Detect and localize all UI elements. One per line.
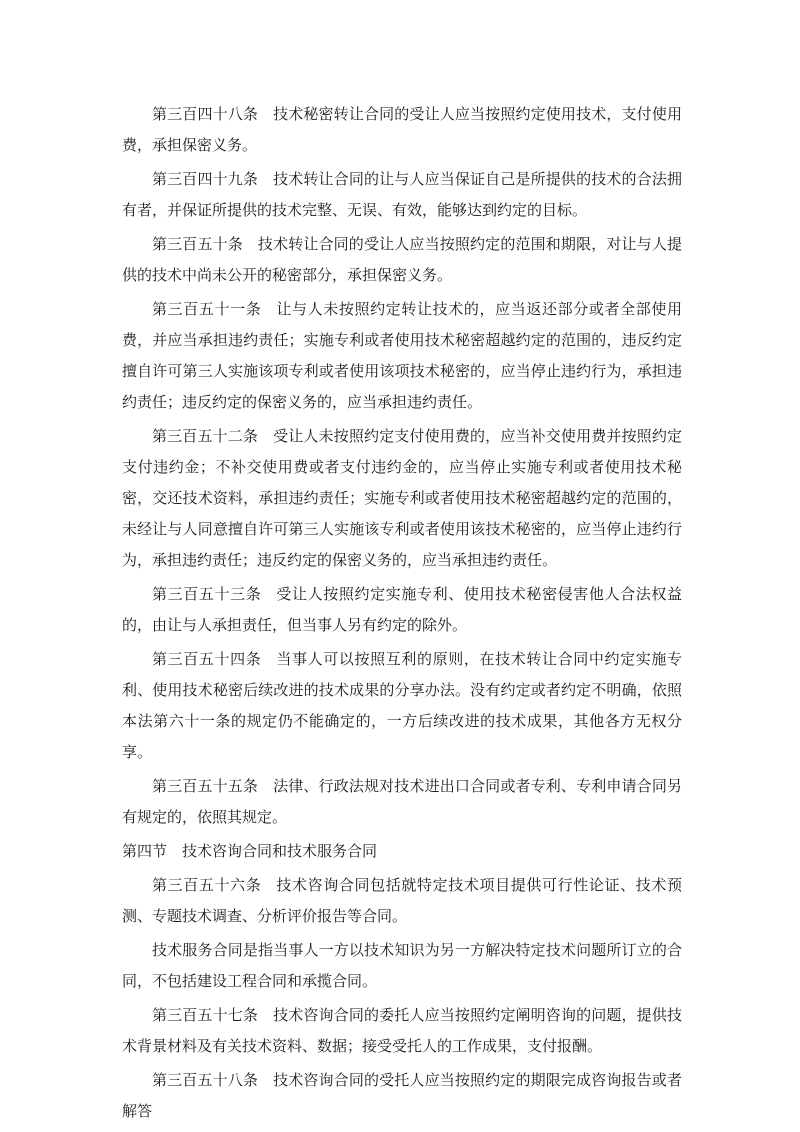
section-heading: [122, 836, 682, 867]
article-number: 第三百四十九条: [152, 170, 259, 188]
article-paragraph: [122, 935, 682, 997]
article-text: 让与人未按照约定转让技术的，应当返还部分或者全部使用费，并应当承担违约责任；实施专利或者使用技术秘密超越约定的范围的，违反约定擅自许可第三人实施该项专利或者使用该项技术秘密的，应当停止违约行为，承担违约责任；违反约定的保密义务的，应当承担违约责任。: [122, 300, 682, 411]
article-number: 第三百四十八条: [152, 105, 259, 123]
article-number: 第三百五十五条: [152, 777, 259, 795]
article-paragraph: [122, 1000, 682, 1062]
article-paragraph: [122, 164, 682, 226]
article-number: 第三百五十七条: [152, 1006, 259, 1024]
document-body: [122, 99, 682, 1130]
article-text: 技术转让合同的受让人应当按照约定的范围和期限，对让与人提供的技术中尚未公开的秘密部分，承担保密义务。: [122, 235, 682, 284]
article-text: 技术转让合同的让与人应当保证自己是所提供的技术的合法拥有者，并保证所提供的技术完整、无误、有效，能够达到约定的目标。: [122, 170, 682, 219]
article-number: 第三百五十条: [152, 235, 243, 253]
article-text: 技术咨询合同的委托人应当按照约定阐明咨询的问题，提供技术背景材料及有关技术资料、数据；接受受托人的工作成果，支付报酬。: [122, 1006, 682, 1055]
article-text: 法律、行政法规对技术进出口合同或者专利、专利申请合同另有规定的，依照其规定。: [122, 777, 682, 826]
article-number: 第三百五十二条: [152, 427, 259, 445]
article-paragraph: [122, 99, 682, 161]
article-paragraph: [122, 1065, 682, 1127]
article-paragraph: [122, 771, 682, 833]
article-text: 技术咨询合同包括就特定技术项目提供可行性论证、技术预测、专题技术调查、分析评价报告等合同。: [122, 876, 682, 925]
article-paragraph: [122, 421, 682, 576]
article-paragraph: [122, 870, 682, 932]
article-number: 第三百五十四条: [152, 650, 262, 668]
section-title: 技术咨询合同和技术服务合同: [182, 842, 378, 860]
article-text: 技术服务合同是指当事人一方以技术知识为另一方解决特定技术问题所订立的合同，不包括建设工程合同和承揽合同。: [122, 941, 682, 990]
article-number: 第三百五十六条: [152, 876, 262, 894]
article-paragraph: [122, 294, 682, 418]
article-number: 第三百五十三条: [152, 585, 262, 603]
article-number: 第三百五十一条: [152, 300, 262, 318]
article-text: 受让人未按照约定支付使用费的，应当补交使用费并按照约定支付违约金；不补交使用费或者支付违约金的，应当停止实施专利或者使用技术秘密，交还技术资料，承担违约责任；实施专利或者使用技术秘密超越约定的范围的，未经让与人同意擅自许可第三人实施该专利或者使用该技术秘密的，应当停止违约行为，承担违约责任；违反约定的保密义务的，应当承担违约责任。: [122, 427, 682, 569]
article-text: 技术秘密转让合同的受让人应当按照约定使用技术，支付使用费，承担保密义务。: [122, 105, 682, 154]
article-paragraph: [122, 229, 682, 291]
article-text: 技术咨询合同的受托人应当按照约定的期限完成咨询报告或者解答: [122, 1071, 682, 1120]
article-number: 第三百五十八条: [152, 1071, 259, 1089]
article-text: 当事人可以按照互利的原则，在技术转让合同中约定实施专利、使用技术秘密后续改进的技术成果的分享办法。没有约定或者约定不明确，依照本法第六十一条的规定仍不能确定的，一方后续改进的技术成果，其他各方无权分享。: [122, 650, 682, 761]
section-number: 第四节: [122, 842, 168, 860]
article-paragraph: [122, 644, 682, 768]
article-paragraph: [122, 579, 682, 641]
article-text: 受让人按照约定实施专利、使用技术秘密侵害他人合法权益的，由让与人承担责任，但当事人另有约定的除外。: [122, 585, 682, 634]
